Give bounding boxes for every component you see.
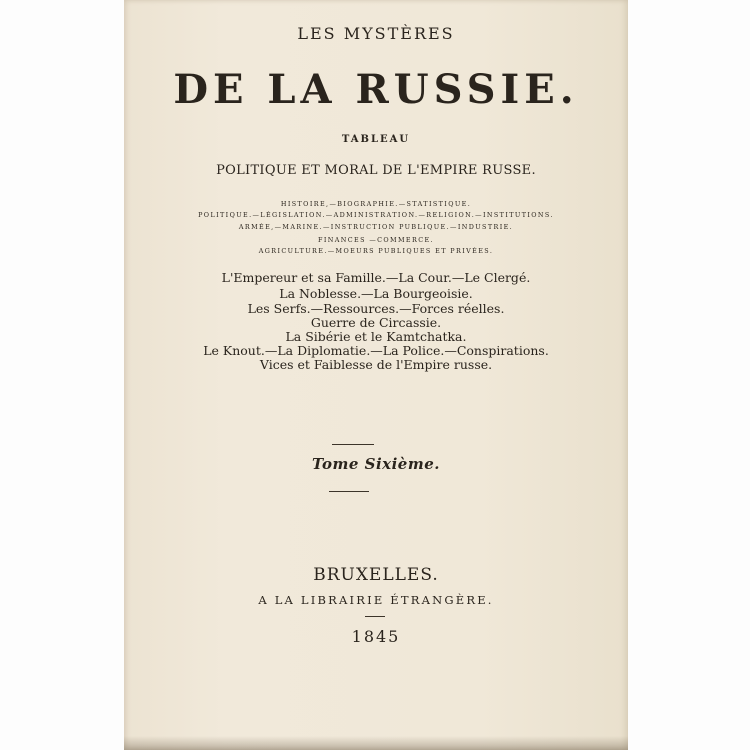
imprint-publisher: A LA LIBRAIRIE ÉTRANGÈRE.	[258, 593, 494, 607]
divider-rule	[332, 444, 374, 445]
topic-line: POLITIQUE.—LÉGISLATION.—ADMINISTRATION.—RELIGION.—INSTITUTIONS.	[198, 211, 554, 219]
chapter-line: L'Empereur et sa Famille.—La Cour.—Le Clergé.	[221, 270, 531, 285]
divider-rule	[365, 616, 385, 617]
divider-rule	[329, 491, 369, 492]
subtitle-line-1: TABLEAU	[341, 134, 411, 145]
chapter-line: Vices et Faiblesse de l'Empire russe.	[259, 357, 493, 372]
volume-label: Tome Sixième.	[312, 455, 440, 473]
title-page	[124, 0, 628, 750]
chapter-line: La Noblesse.—La Bourgeoisie.	[279, 286, 473, 301]
chapter-line: La Sibérie et le Kamtchatka.	[285, 329, 467, 344]
main-title: DE LA RUSSIE.	[173, 66, 579, 113]
chapter-line: Guerre de Circassie.	[310, 315, 442, 330]
topic-line: HISTOIRE,—BIOGRAPHIE.—STATISTIQUE.	[280, 200, 472, 208]
imprint-city: BRUXELLES.	[313, 565, 439, 585]
topic-line: FINANCES —COMMERCE.	[318, 236, 434, 244]
topic-line: ARMÉE,—MARINE.—INSTRUCTION PUBLIQUE.—INDUSTRIE.	[238, 223, 514, 231]
imprint-year: 1845	[351, 627, 401, 646]
topic-line: AGRICULTURE.—MOEURS PUBLIQUES ET PRIVÉES.	[258, 247, 494, 255]
heading-line-1: LES MYSTÈRES	[297, 24, 455, 43]
chapter-line: Le Knout.—La Diplomatie.—La Police.—Conspirations.	[203, 343, 549, 358]
subtitle-line-2: POLITIQUE ET MORAL DE L'EMPIRE RUSSE.	[216, 163, 536, 178]
chapter-line: Les Serfs.—Ressources.—Forces réelles.	[247, 301, 505, 316]
